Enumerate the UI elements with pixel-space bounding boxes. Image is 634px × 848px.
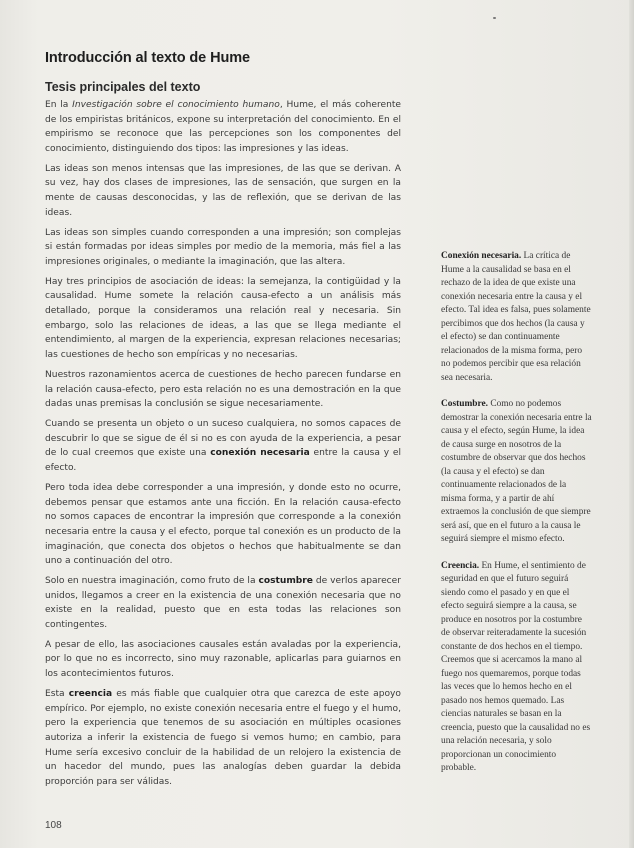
glossary-definition: En Hume, el sentimiento de seguridad en que el futuro seguirá siendo como el pasado y en que el efecto seguirá siempre a la causa, se produce en nosotros por la costumbre de observar reiteradamente la sucesión constante de dos hechos en el tiempo. Creemos que si acercamos la mano al fuego nos quemaremos, porque todas las veces que lo hemos hecho en el pasado nos hemos quemado. Las ciencias naturales se basan en la creencia, puesto que la causalidad no es una relación necesaria, y solo proporcionan un conocimiento probable. (441, 560, 591, 773)
page-number: 108 (45, 820, 62, 831)
page-edge-shadow (629, 0, 634, 848)
paragraph-1: En la Investigación sobre el conocimiento humano, Hume, el más coherente de los empiristas británicos, expone su interpretación del conocimiento. En el empirismo se reconoce que las percepciones son los componentes del conocimiento, distinguiendo dos tipos: las impresiones y las ideas. (45, 100, 402, 154)
glossary-term: Conexión necesaria. (441, 251, 522, 261)
glossary-sidebar (441, 250, 593, 789)
paragraph-9: A pesar de ello, las asociaciones causales están avaladas por la experiencia, por lo que no es incorrecto, sino muy razonable, aplicarlas para guiarnos en los acontecimientos futuros. (45, 639, 401, 680)
paragraph-6: Cuando se presenta un objeto o un suceso cualquiera, no somos capaces de descubrir lo que se sigue de él si no es con ayuda de la experiencia, a pesar de lo cual creemos que existe una conexión necesaria entre la causa y el efecto. (45, 419, 401, 474)
paragraph-3: Las ideas son simples cuando corresponden a una impresión; son complejas si están formadas por ideas simples por medio de la memoria, más fiel a las impresiones originales, o mediante la imaginación, que las altera. (45, 227, 401, 267)
term-conexion-necesaria: conexión necesaria (210, 448, 310, 459)
paragraph-7: Pero toda idea debe corresponder a una impresión, y donde esto no ocurre, debemos pensar que estamos ante una ficción. En la relación causa-efecto no somos capaces de encontrar la impresión que corresponde a la conexión necesaria entre la causa y el efecto, porque tal conexión es un producto de la imaginación, que conecta dos objetos o hechos que habitualmente se dan uno a continuación del otro. (45, 482, 401, 567)
paragraph-5: Nuestros razonamientos acerca de cuestiones de hecho parecen fundarse en la relación causa-efecto, pero esta relación no es una demostración en la que dadas unas premisas la conclusión se sigue necesariamente. (45, 369, 401, 410)
paragraph-2: Las ideas son menos intensas que las impresiones, de las que se derivan. A su vez, hay dos clases de impresiones, las de sensación, que surgen en la mente de causas desconocidas, y las de reflexión, que se derivan de las ideas. (45, 163, 401, 218)
glossary-entry-conexion (441, 250, 593, 385)
term-creencia: creencia (68, 688, 113, 699)
glossary-entry-costumbre (441, 398, 593, 547)
glossary-term: Costumbre. (441, 399, 488, 409)
glossary-term: Creencia. (441, 560, 480, 571)
paper-speck (493, 17, 496, 19)
glossary-definition: La crítica de Hume a la causalidad se basa en el rechazo de la idea de que existe una conexión necesaria entre la causa y el efecto. Tal idea es falsa, pues solamente percibimos que dos hechos (la causa y el efecto) se dan continuamente relacionados de la misma forma, pero no podemos percibir que esa relación sea necesaria. (441, 251, 591, 383)
glossary-definition: Como no podemos demostrar la conexión necesaria entre la causa y el efecto, según Hume, la idea de causa surge en nosotros de la costumbre de observar que dos hechos (la causa y el efecto) se dan continuamente relacionados de la misma forma, y a partir de ahí extraemos la conclusión de que siempre será así, que en el futuro a la causa le seguirá siempre el mismo efecto. (441, 399, 592, 544)
glossary-entry-creencia (441, 560, 593, 776)
paragraph-4: Hay tres principios de asociación de ideas: la semejanza, la contigüidad y la causalidad. Hume somete la relación causa-efecto a un análisis más detallado, porque la consideramos una relación real y necesaria. Sin embargo, solo las relaciones de ideas, a las que se llega mediante el entendimiento, al margen de la experiencia, expresan relaciones necesarias; las cuestiones de hecho son empíricas y no necesarias. (45, 276, 401, 361)
term-costumbre: costumbre (258, 576, 313, 586)
paragraph-8: Solo en nuestra imaginación, como fruto de la costumbre de verlos aparecer unidos, llegamos a creer en la existencia de una conexión necesaria que no existe en la realidad, puesto que en esta todas las relaciones son contingentes. (45, 576, 401, 630)
paragraph-10: Esta creencia es más fiable que cualquier otra que carezca de este apoyo empírico. Por ejemplo, no existe conexión necesaria entre el fuego y el humo, pero la experiencia que tenemos de su asociación en múltiples ocasiones autoriza a inferir la existencia de fuego si vemos humo; en cambio, para Hume sería excesivo concluir de la habilidad de un relojero la existencia de un hacedor del mundo, pues las analogías deben guardar la debida proporción para ser válidas. (45, 688, 401, 787)
page-title: Introducción al texto de Hume (45, 50, 250, 66)
main-text-column (45, 98, 401, 795)
section-heading: Tesis principales del texto (45, 80, 201, 94)
book-title-italic: Investigación sobre el conocimiento humano (72, 100, 280, 110)
